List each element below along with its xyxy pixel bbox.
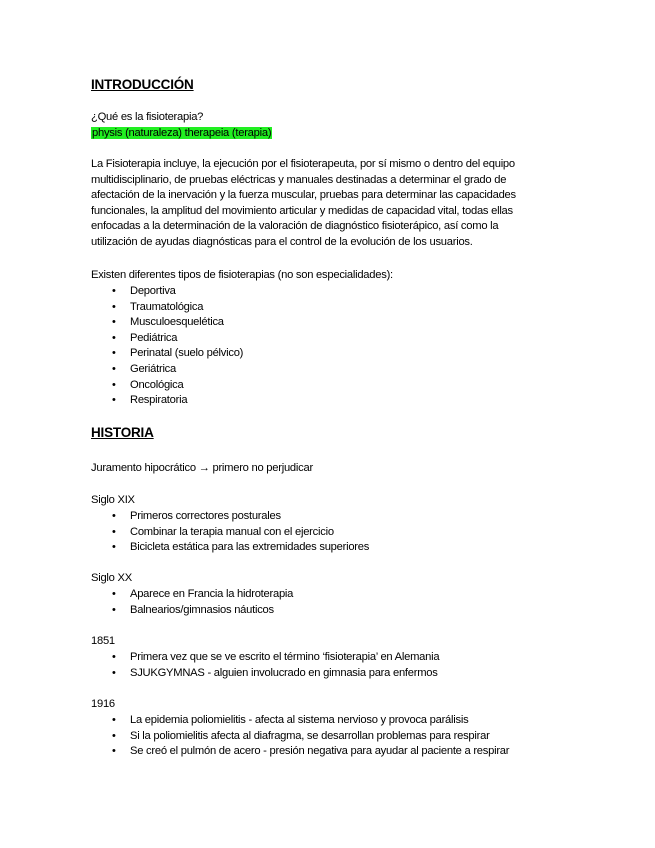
list-item: • SJUKGYMNAS - alguien involucrado en gimnasia para enfermos bbox=[91, 666, 439, 682]
types-intro: Existen diferentes tipos de fisioterapias (no son especialidades): bbox=[91, 269, 393, 281]
definition-line: multidisciplinario, de pruebas eléctricas y manuales destinadas a determinar el grado de bbox=[91, 173, 507, 186]
hippocratic-oath: Juramento hipocrático → primero no perjudicar bbox=[91, 462, 313, 474]
etymology-highlight: physis (naturaleza) therapeia (terapia) bbox=[92, 127, 272, 139]
period-label: Siglo XIX bbox=[91, 494, 135, 506]
list-item: • Respiratoria bbox=[91, 393, 243, 409]
definition-line: afectación de la inervación y la fuerza muscular, pruebas para determinar las capacidades bbox=[91, 189, 516, 202]
period-label: 1851 bbox=[91, 635, 115, 647]
period-list bbox=[91, 509, 369, 556]
list-item: • Se creó el pulmón de acero - presión negativa para ayudar al paciente a respirar bbox=[91, 744, 509, 760]
period-label: Siglo XX bbox=[91, 572, 132, 584]
list-item: • Deportiva bbox=[91, 284, 243, 300]
list-item: • Si la poliomielitis afecta al diafragma, se desarrollan problemas para respirar bbox=[91, 729, 509, 745]
history-heading: HISTORIA bbox=[91, 425, 154, 440]
period-list bbox=[91, 587, 293, 618]
period-label: 1916 bbox=[91, 698, 115, 710]
period-list bbox=[91, 650, 439, 681]
etymology-line bbox=[91, 126, 272, 142]
list-item: • Aparece en Francia la hidroterapia bbox=[91, 587, 293, 603]
list-item: • Balnearios/gimnasios náuticos bbox=[91, 603, 293, 619]
intro-heading: INTRODUCCIÓN bbox=[91, 77, 194, 92]
list-item: • Primeros correctores posturales bbox=[91, 509, 369, 525]
definition-line: utilización de ayudas diagnósticas para el control de la evolución de los usuarios. bbox=[91, 235, 473, 248]
list-item: • Primera vez que se ve escrito el término ‘fisioterapia’ en Alemania bbox=[91, 650, 439, 666]
list-item: • Oncológica bbox=[91, 378, 243, 394]
list-item: • Bicicleta estática para las extremidades superiores bbox=[91, 540, 369, 556]
list-item: • Perinatal (suelo pélvico) bbox=[91, 346, 243, 362]
definition-line: La Fisioterapia incluye, la ejecución por el fisioterapeuta, por sí mismo o dentro del equipo bbox=[91, 158, 515, 170]
list-item: • Traumatológica bbox=[91, 300, 243, 316]
types-list bbox=[91, 284, 243, 409]
definition-line: enfocadas a la determinación de la valoración de diagnóstico fisioterápico, así como la bbox=[91, 220, 499, 233]
list-item: • Geriátrica bbox=[91, 362, 243, 378]
period-list bbox=[91, 713, 509, 760]
list-item: • Musculoesquelética bbox=[91, 315, 243, 331]
list-item: • Combinar la terapia manual con el ejercicio bbox=[91, 525, 369, 541]
definition-line: funcionales, la amplitud del movimiento articular y medidas de capacidad vital, todas ellas bbox=[91, 204, 513, 217]
list-item: • La epidemia poliomielitis - afecta al sistema nervioso y provoca parálisis bbox=[91, 713, 509, 729]
definition-paragraph bbox=[91, 157, 571, 251]
list-item: • Pediátrica bbox=[91, 331, 243, 347]
intro-question: ¿Qué es la fisioterapia? bbox=[91, 111, 204, 123]
